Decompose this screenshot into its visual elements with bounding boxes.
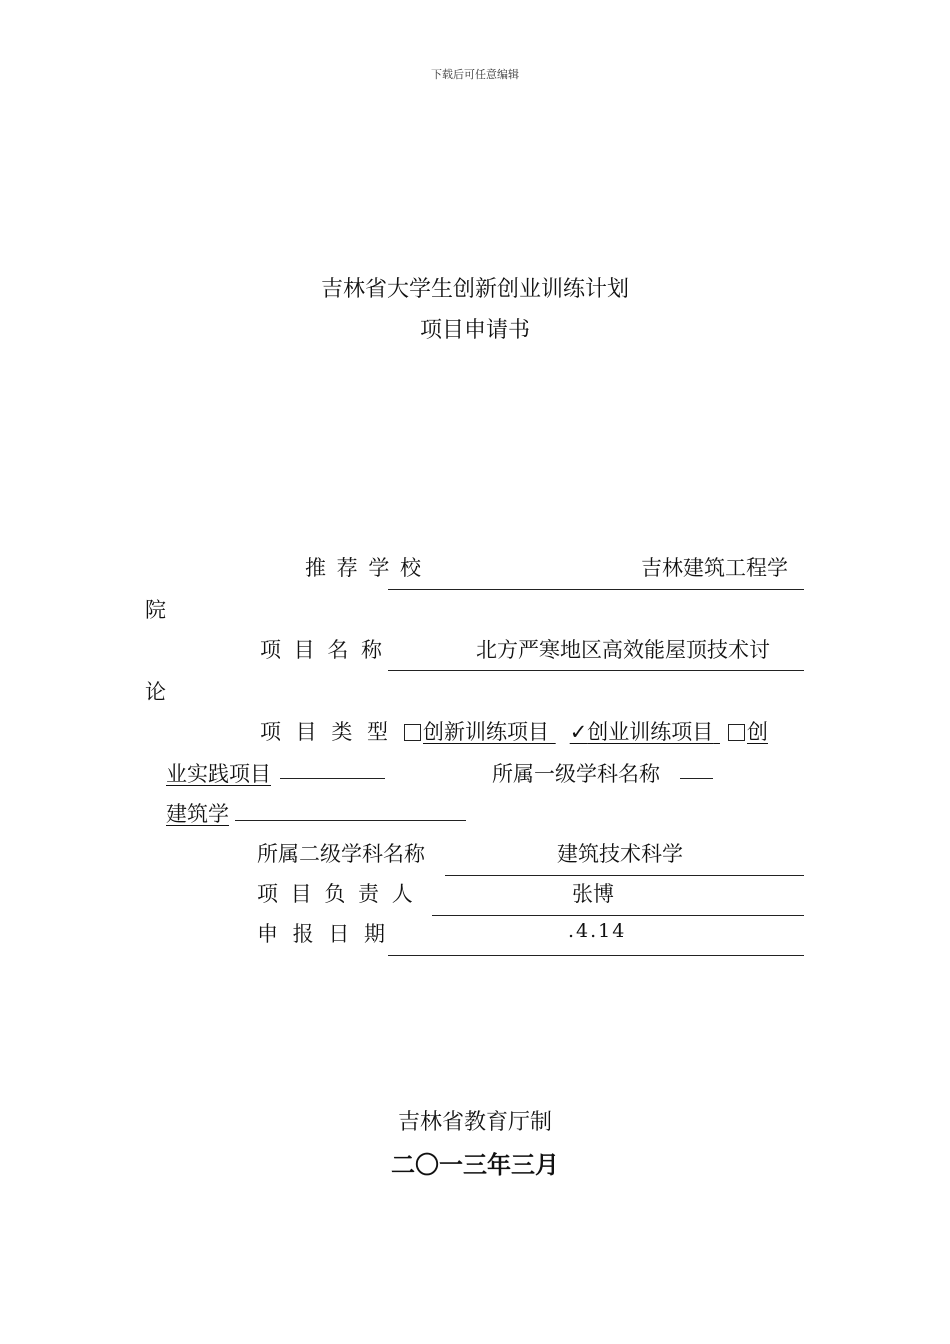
leader-underline [432,915,804,916]
discipline1-label: 所属一级学科名称 [492,762,660,786]
discipline1-value: 建筑学 [166,802,229,826]
school-underline [388,589,804,590]
discipline2-value: 建筑技术科学 [557,842,683,866]
type-option-practice-a: 创 [746,720,768,744]
type-option-entrepreneurship-training: 创业训练项目 [587,720,714,744]
header-note: 下载后可任意编辑 [431,68,519,81]
school-value-wrap: 院 [145,598,166,622]
leader-label: 项 目 负 责 人 [257,882,413,906]
date-underline [388,955,804,956]
checkbox-innovation[interactable] [404,724,421,741]
type-option-practice-b: 业实践项目 [166,762,271,786]
checkbox-entrepreneurship-practice[interactable] [728,724,745,741]
project-name-value: 北方严寒地区高效能屋顶技术讨 [476,638,770,662]
title-line-2: 项目申请书 [419,318,530,343]
discipline1-underline [235,820,466,821]
project-type-options [404,716,768,746]
discipline2-label: 所属二级学科名称 [257,842,425,866]
type-underline-extension [280,778,385,779]
date-label: 申 报 日 期 [257,922,386,946]
school-label: 推 荐 学 校 [305,556,422,580]
project-name-value-wrap: 论 [145,680,166,704]
title-line-1: 吉林省大学生创新创业训练计划 [320,277,629,302]
discipline2-underline [445,875,804,876]
issue-date: 二〇一三年三月 [391,1151,559,1179]
project-name-underline [388,670,804,671]
school-value: 吉林建筑工程学 [641,556,788,580]
date-value: .4.14 [568,920,627,942]
leader-value: 张博 [572,882,614,906]
check-mark-icon[interactable]: ✓ [569,720,588,744]
project-name-label: 项 目 名 称 [260,638,383,662]
project-type-label: 项 目 类 型 [260,720,389,744]
discipline1-label-underline [680,778,713,779]
issuer: 吉林省教育厅制 [397,1110,552,1135]
type-option-innovation: 创新训练项目 [423,720,549,744]
